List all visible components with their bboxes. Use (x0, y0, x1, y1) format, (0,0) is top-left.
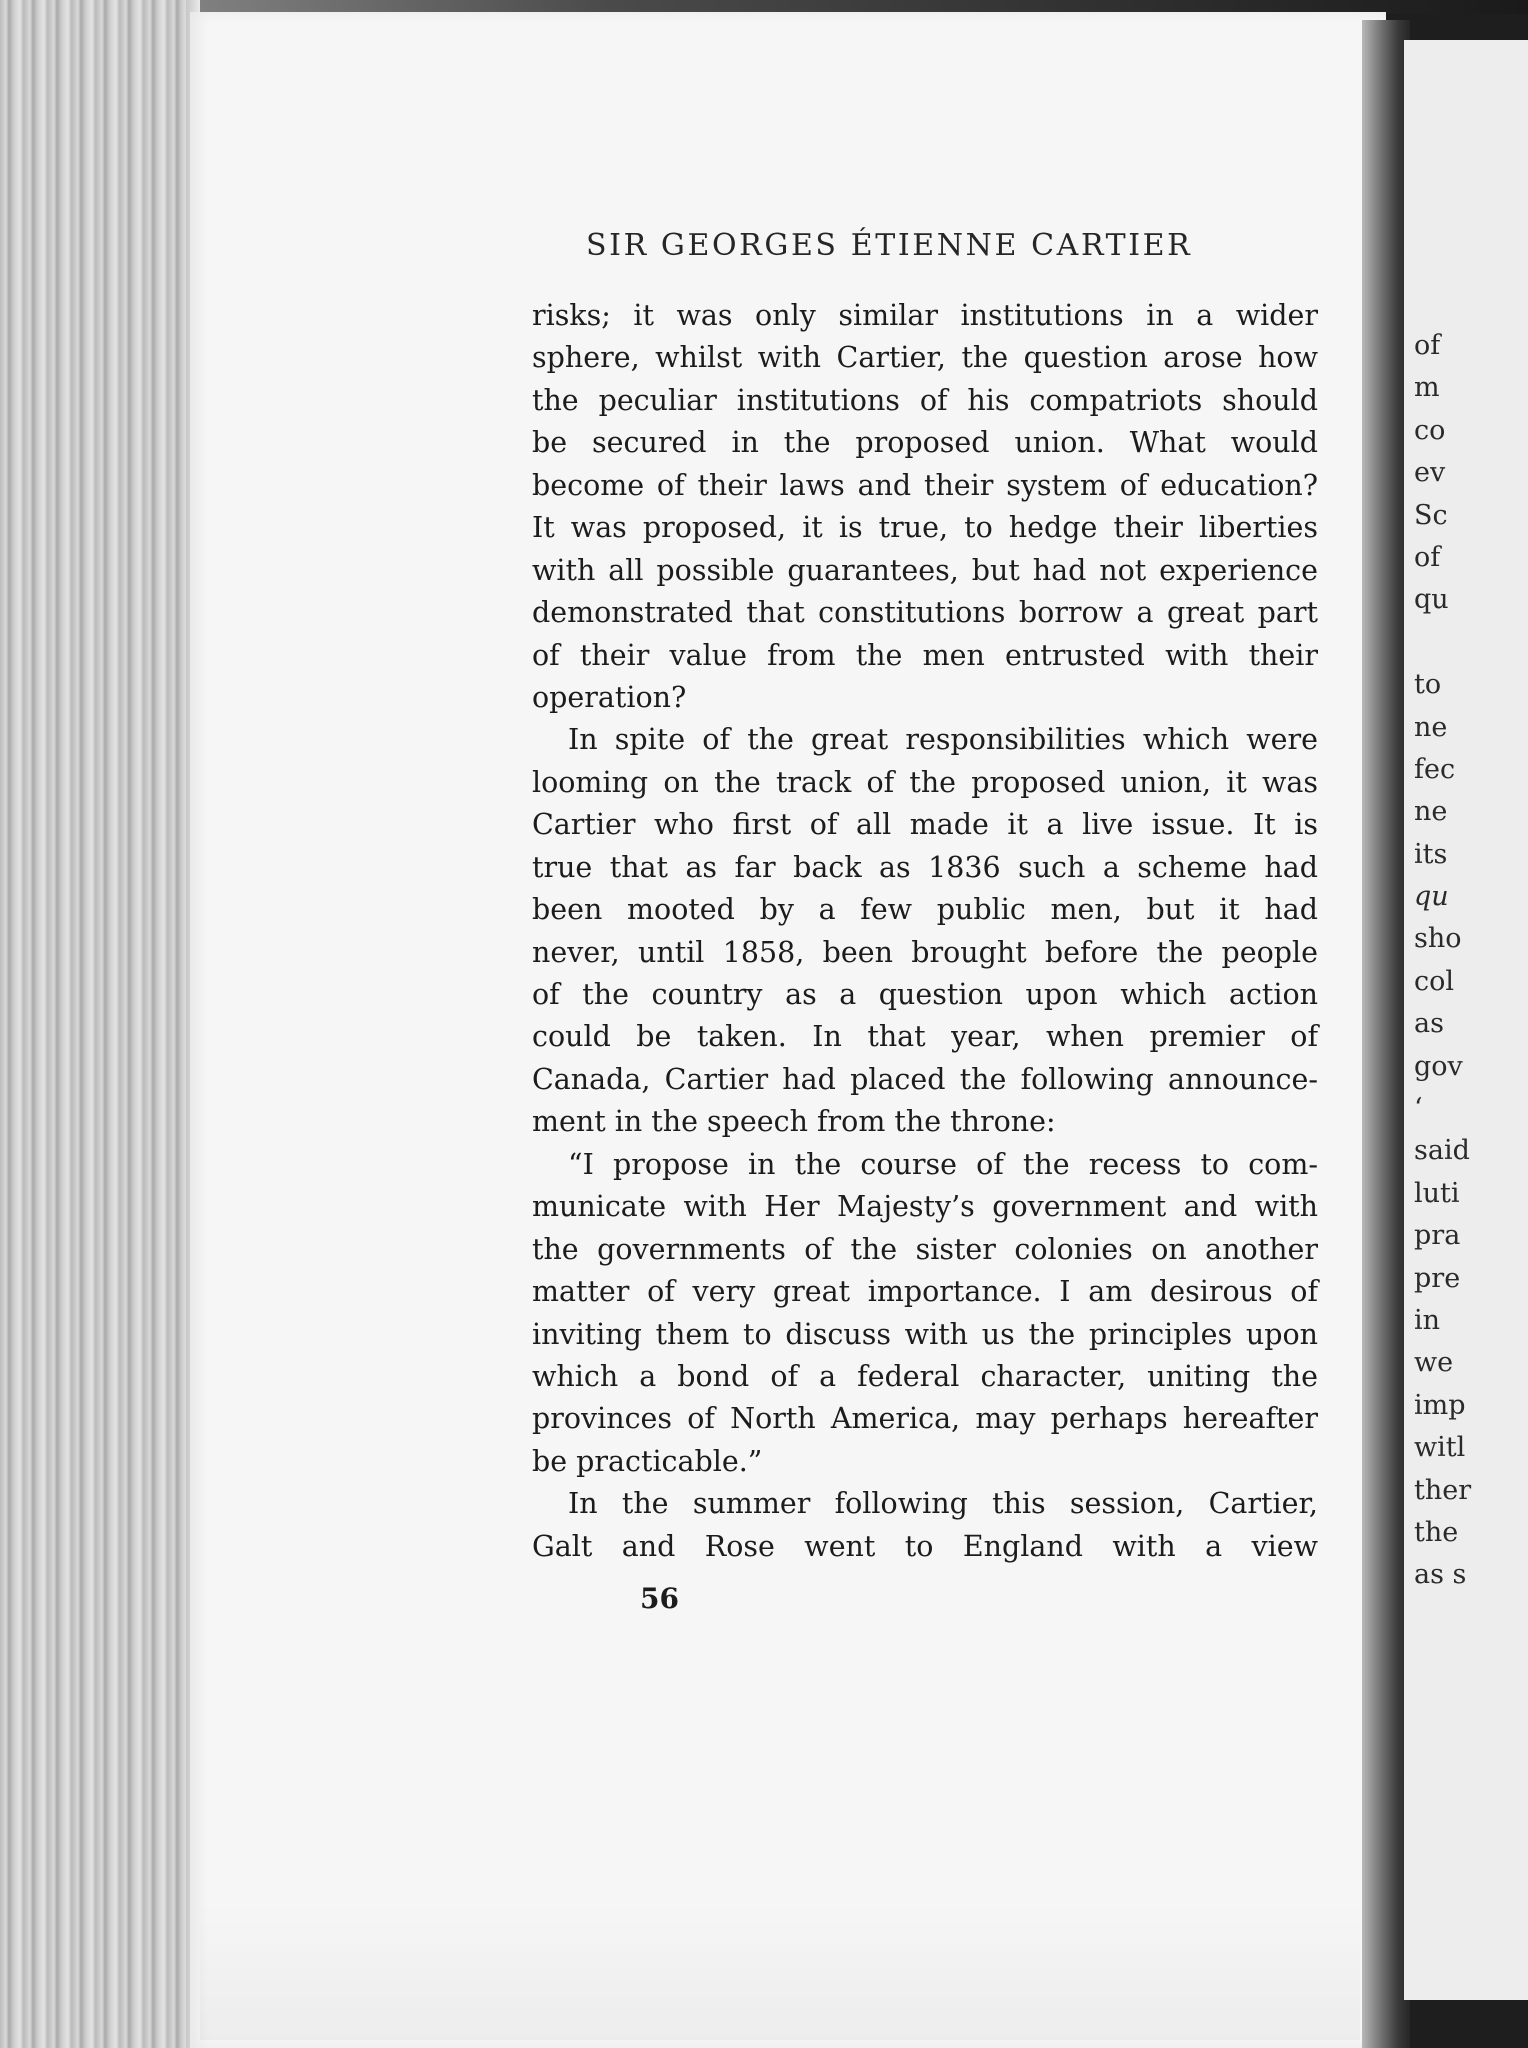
text-line: of their value from the men entrusted with their (532, 638, 1318, 672)
stacked-page-edges (0, 0, 200, 2048)
text-line: ment in the speech from the throne: (532, 1105, 1056, 1139)
facing-page-line: said (1414, 1135, 1470, 1167)
facing-page-line: ther (1414, 1474, 1472, 1506)
text-line: never, until 1858, been brought before the people (532, 935, 1318, 969)
text-line: could be taken. In that year, when premier of (532, 1020, 1318, 1054)
facing-page-line: gov (1414, 1050, 1463, 1082)
facing-page-line: imp (1414, 1389, 1466, 1421)
text-line: be secured in the proposed union. What would (532, 426, 1318, 460)
facing-page-line: Sc (1414, 499, 1448, 531)
facing-page-line: luti (1414, 1177, 1460, 1209)
text-line: inviting them to discuss with us the principles upon (532, 1317, 1318, 1351)
text-line: become of their laws and their system of education? (532, 468, 1318, 502)
body-text (532, 295, 1318, 1568)
facing-page-line: co (1414, 414, 1446, 446)
text-line: with all possible guarantees, but had not experience (532, 553, 1318, 587)
facing-page-line (1414, 622, 1528, 664)
text-line: “I propose in the course of the recess to com- (568, 1147, 1318, 1181)
facing-page-line: to (1414, 669, 1442, 701)
facing-page-text (1414, 325, 1528, 1597)
facing-page-line: as (1414, 1008, 1444, 1040)
text-line: been mooted by a few public men, but it had (532, 893, 1318, 927)
facing-page-line: witl (1414, 1432, 1466, 1464)
facing-page-line: qu (1414, 584, 1449, 616)
facing-page-line: we (1414, 1347, 1454, 1379)
facing-page-line: pre (1414, 1262, 1461, 1294)
text-line: sphere, whilst with Cartier, the question arose how (532, 341, 1318, 375)
facing-page-line: the (1414, 1516, 1459, 1548)
facing-page (1404, 40, 1528, 2000)
facing-page-line: ne (1414, 711, 1448, 743)
text-line: municate with Her Majesty’s government and with (532, 1190, 1318, 1224)
facing-page-line: ne (1414, 796, 1448, 828)
facing-page-line: as s (1414, 1559, 1467, 1591)
facing-page-line: qu (1414, 881, 1449, 913)
text-line: be practicable.” (532, 1444, 763, 1478)
text-line: Canada, Cartier had placed the following announce- (532, 1062, 1318, 1096)
facing-page-line: pra (1414, 1220, 1461, 1252)
book-gutter (1362, 20, 1410, 2048)
text-line: matter of very great importance. I am desirous of (532, 1275, 1318, 1309)
text-line: It was proposed, it is true, to hedge their liberties (532, 511, 1318, 545)
text-line: operation? (532, 680, 687, 714)
page-number: 56 (640, 1582, 679, 1615)
page-shadow (200, 1900, 1360, 2040)
text-line: risks; it was only similar institutions in a wider (532, 299, 1318, 332)
text-line: of the country as a question upon which action (532, 978, 1318, 1011)
facing-page-line: ev (1414, 457, 1446, 489)
text-line: the peculiar institutions of his compatriots should (532, 383, 1318, 417)
running-header: SIR GEORGES ÉTIENNE CARTIER (586, 228, 1193, 263)
text-line: which a bond of a federal character, uniting the (532, 1359, 1318, 1393)
text-line: demonstrated that constitutions borrow a great part (532, 596, 1318, 630)
text-line: the governments of the sister colonies on another (532, 1232, 1318, 1266)
facing-page-line: col (1414, 965, 1455, 997)
text-line: looming on the track of the proposed union, it was (532, 765, 1318, 799)
text-line: Cartier who first of all made it a live issue. It is (532, 808, 1318, 842)
text-line: In spite of the great responsibilities which were (568, 723, 1318, 757)
text-line: provinces of North America, may perhaps hereafter (532, 1402, 1318, 1436)
facing-page-line: sho (1414, 923, 1462, 955)
facing-page-line: its (1414, 838, 1448, 870)
facing-page-line: in (1414, 1304, 1441, 1336)
facing-page-line: of (1414, 541, 1441, 573)
facing-page-line: of (1414, 330, 1441, 361)
facing-page-line: m (1414, 372, 1440, 404)
text-line: In the summer following this session, Cartier, (568, 1487, 1318, 1521)
text-line: Galt and Rose went to England with a view (532, 1529, 1318, 1563)
facing-page-line: fec (1414, 753, 1456, 785)
facing-page-line: ‘ (1414, 1093, 1423, 1125)
text-line: true that as far back as 1836 such a scheme had (532, 850, 1318, 884)
